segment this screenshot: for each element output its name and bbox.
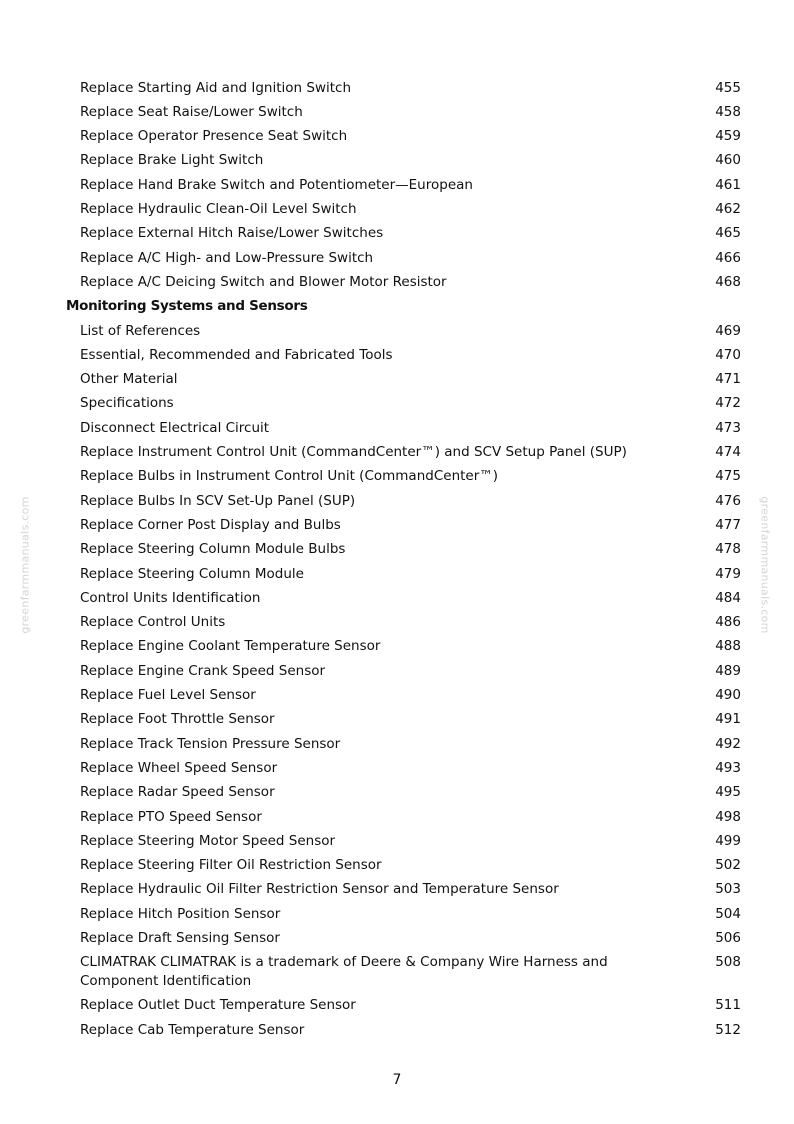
toc-entry-title: Other Material bbox=[80, 371, 178, 388]
toc-entry-page: 475 bbox=[715, 468, 741, 485]
toc-entry-title: Replace Bulbs in Instrument Control Unit (CommandCenter™) bbox=[80, 468, 499, 485]
toc-entry-title: Essential, Recommended and Fabricated Tools bbox=[80, 346, 393, 363]
toc-entry-title: Disconnect Electrical Circuit bbox=[80, 419, 270, 436]
toc-entry-page: 458 bbox=[715, 103, 741, 120]
toc-entry-title: List of References bbox=[80, 322, 201, 339]
toc-entry[interactable] bbox=[0, 829, 794, 853]
toc-entry[interactable] bbox=[0, 781, 794, 805]
toc-entry-page: 473 bbox=[715, 419, 741, 436]
toc-entry-title: Replace PTO Speed Sensor bbox=[80, 808, 262, 825]
toc-entry-title: Replace Outlet Duct Temperature Sensor bbox=[80, 997, 356, 1014]
toc-entry[interactable] bbox=[0, 538, 794, 562]
toc-entry-title: Replace Engine Coolant Temperature Sensor bbox=[80, 638, 381, 655]
toc-entry[interactable] bbox=[0, 149, 794, 173]
toc-entry-title: Replace Steering Column Module bbox=[80, 565, 304, 582]
toc-entry-page: 506 bbox=[715, 929, 741, 946]
toc-entry-page: 471 bbox=[715, 371, 741, 388]
toc-entry[interactable] bbox=[0, 197, 794, 221]
toc-entry-page: 489 bbox=[715, 662, 741, 679]
toc-entry[interactable] bbox=[0, 878, 794, 902]
toc-entry-title: Control Units Identification bbox=[80, 589, 261, 606]
toc-entry-title: Replace Seat Raise/Lower Switch bbox=[80, 103, 303, 120]
toc-entry-title: Replace Hydraulic Oil Filter Restriction Sensor and Temperature Sensor bbox=[80, 881, 559, 898]
toc-entry[interactable] bbox=[0, 246, 794, 270]
toc-entry-title: Replace Fuel Level Sensor bbox=[80, 687, 256, 704]
toc-entry-title: Replace Engine Crank Speed Sensor bbox=[80, 662, 326, 679]
table-of-contents bbox=[0, 76, 794, 1042]
toc-entry-title: Replace Instrument Control Unit (CommandCenter™) and SCV Setup Panel (SUP) bbox=[80, 444, 627, 461]
toc-entry[interactable] bbox=[0, 805, 794, 829]
toc-entry-page: 488 bbox=[715, 638, 741, 655]
toc-entry[interactable] bbox=[0, 756, 794, 780]
toc-entry-title: Replace Draft Sensing Sensor bbox=[80, 929, 280, 946]
page-number: 7 bbox=[392, 1072, 402, 1088]
toc-entry[interactable] bbox=[0, 951, 794, 994]
toc-entry-title: Replace A/C Deicing Switch and Blower Motor Resistor bbox=[80, 273, 447, 290]
toc-entry-page: 460 bbox=[715, 152, 741, 169]
toc-entry-title: Replace Wheel Speed Sensor bbox=[80, 759, 278, 776]
toc-entry-page: 472 bbox=[715, 395, 741, 412]
toc-entry[interactable] bbox=[0, 659, 794, 683]
toc-entry-page: 504 bbox=[715, 905, 741, 922]
toc-entry-page: 499 bbox=[715, 832, 741, 849]
toc-entry-title: Replace Starting Aid and Ignition Switch bbox=[80, 79, 352, 96]
toc-entry[interactable] bbox=[0, 635, 794, 659]
toc-entry-title: Replace Hand Brake Switch and Potentiometer—European bbox=[80, 176, 473, 193]
toc-entry-title: Replace Steering Filter Oil Restriction Sensor bbox=[80, 857, 382, 874]
toc-entry[interactable] bbox=[0, 489, 794, 513]
toc-entry-title: Replace Foot Throttle Sensor bbox=[80, 711, 275, 728]
toc-entry[interactable] bbox=[0, 319, 794, 343]
toc-entry-page: 478 bbox=[715, 541, 741, 558]
toc-entry[interactable] bbox=[0, 416, 794, 440]
toc-entry[interactable] bbox=[0, 173, 794, 197]
toc-entry[interactable] bbox=[0, 683, 794, 707]
toc-entry[interactable] bbox=[0, 994, 794, 1018]
toc-entry-page: 491 bbox=[715, 711, 741, 728]
toc-entry-title: Replace Corner Post Display and Bulbs bbox=[80, 516, 341, 533]
toc-entry-title: Replace Radar Speed Sensor bbox=[80, 784, 275, 801]
toc-section-heading[interactable] bbox=[0, 295, 794, 319]
toc-entry-page: 476 bbox=[715, 492, 741, 509]
toc-entry-title: CLIMATRAK CLIMATRAK is a trademark of Deere & Company Wire Harness and Component Identification bbox=[80, 954, 608, 990]
toc-entry-title: Replace Hydraulic Clean-Oil Level Switch bbox=[80, 201, 357, 218]
toc-entry-title: Replace Steering Motor Speed Sensor bbox=[80, 832, 336, 849]
toc-entry-page: 508 bbox=[715, 954, 741, 971]
toc-entry-page: 469 bbox=[715, 322, 741, 339]
toc-entry[interactable] bbox=[0, 926, 794, 950]
toc-entry-page: 490 bbox=[715, 687, 741, 704]
toc-entry[interactable] bbox=[0, 465, 794, 489]
toc-entry-page: 512 bbox=[715, 1021, 741, 1038]
toc-entry-title: Replace Track Tension Pressure Sensor bbox=[80, 735, 341, 752]
toc-entry-page: 493 bbox=[715, 759, 741, 776]
toc-entry[interactable] bbox=[0, 76, 794, 100]
toc-entry-title: Replace Cab Temperature Sensor bbox=[80, 1021, 305, 1038]
toc-entry-page: 474 bbox=[715, 444, 741, 461]
toc-entry-page: 492 bbox=[715, 735, 741, 752]
toc-entry[interactable] bbox=[0, 586, 794, 610]
toc-entry[interactable] bbox=[0, 368, 794, 392]
toc-entry-page: 462 bbox=[715, 201, 741, 218]
toc-entry[interactable] bbox=[0, 222, 794, 246]
watermark-left: greenfarmmanuals.com bbox=[18, 496, 32, 634]
toc-entry-page: 465 bbox=[715, 225, 741, 242]
watermark-right: greenfarmmanuals.com bbox=[758, 496, 772, 634]
toc-entry-page: 486 bbox=[715, 614, 741, 631]
toc-entry-page: 466 bbox=[715, 249, 741, 266]
toc-entry-page: 459 bbox=[715, 128, 741, 145]
toc-entry-title: Replace A/C High- and Low-Pressure Switch bbox=[80, 249, 374, 266]
toc-entry[interactable] bbox=[0, 343, 794, 367]
toc-entry[interactable] bbox=[0, 902, 794, 926]
toc-entry-page: 470 bbox=[715, 346, 741, 363]
toc-entry[interactable] bbox=[0, 562, 794, 586]
toc-entry-title: Specifications bbox=[80, 395, 174, 412]
toc-entry[interactable] bbox=[0, 440, 794, 464]
toc-entry-page: 498 bbox=[715, 808, 741, 825]
toc-entry-title: Replace Brake Light Switch bbox=[80, 152, 264, 169]
toc-entry[interactable] bbox=[0, 125, 794, 149]
toc-entry[interactable] bbox=[0, 732, 794, 756]
toc-entry-title: Replace Steering Column Module Bulbs bbox=[80, 541, 346, 558]
toc-section-title: Monitoring Systems and Sensors bbox=[66, 298, 308, 315]
toc-entry[interactable] bbox=[0, 100, 794, 124]
toc-entry-page: 495 bbox=[715, 784, 741, 801]
toc-entry-page: 502 bbox=[715, 857, 741, 874]
toc-entry[interactable] bbox=[0, 1018, 794, 1042]
toc-entry-page: 511 bbox=[715, 997, 741, 1014]
toc-entry-page: 479 bbox=[715, 565, 741, 582]
toc-entry-title: Replace Operator Presence Seat Switch bbox=[80, 128, 348, 145]
toc-entry-page: 477 bbox=[715, 516, 741, 533]
toc-entry-page: 468 bbox=[715, 273, 741, 290]
toc-entry[interactable] bbox=[0, 611, 794, 635]
toc-entry-title: Replace External Hitch Raise/Lower Switches bbox=[80, 225, 384, 242]
toc-entry-title: Replace Bulbs In SCV Set-Up Panel (SUP) bbox=[80, 492, 356, 509]
toc-entry[interactable] bbox=[0, 708, 794, 732]
toc-entry[interactable] bbox=[0, 392, 794, 416]
toc-entry-page: 461 bbox=[715, 176, 741, 193]
toc-entry[interactable] bbox=[0, 854, 794, 878]
toc-entry-page: 503 bbox=[715, 881, 741, 898]
toc-entry-title: Replace Hitch Position Sensor bbox=[80, 905, 281, 922]
toc-entry-title: Replace Control Units bbox=[80, 614, 226, 631]
toc-entry-page: 455 bbox=[715, 79, 741, 96]
toc-entry[interactable] bbox=[0, 513, 794, 537]
toc-entry[interactable] bbox=[0, 270, 794, 294]
toc-entry-page: 484 bbox=[715, 589, 741, 606]
